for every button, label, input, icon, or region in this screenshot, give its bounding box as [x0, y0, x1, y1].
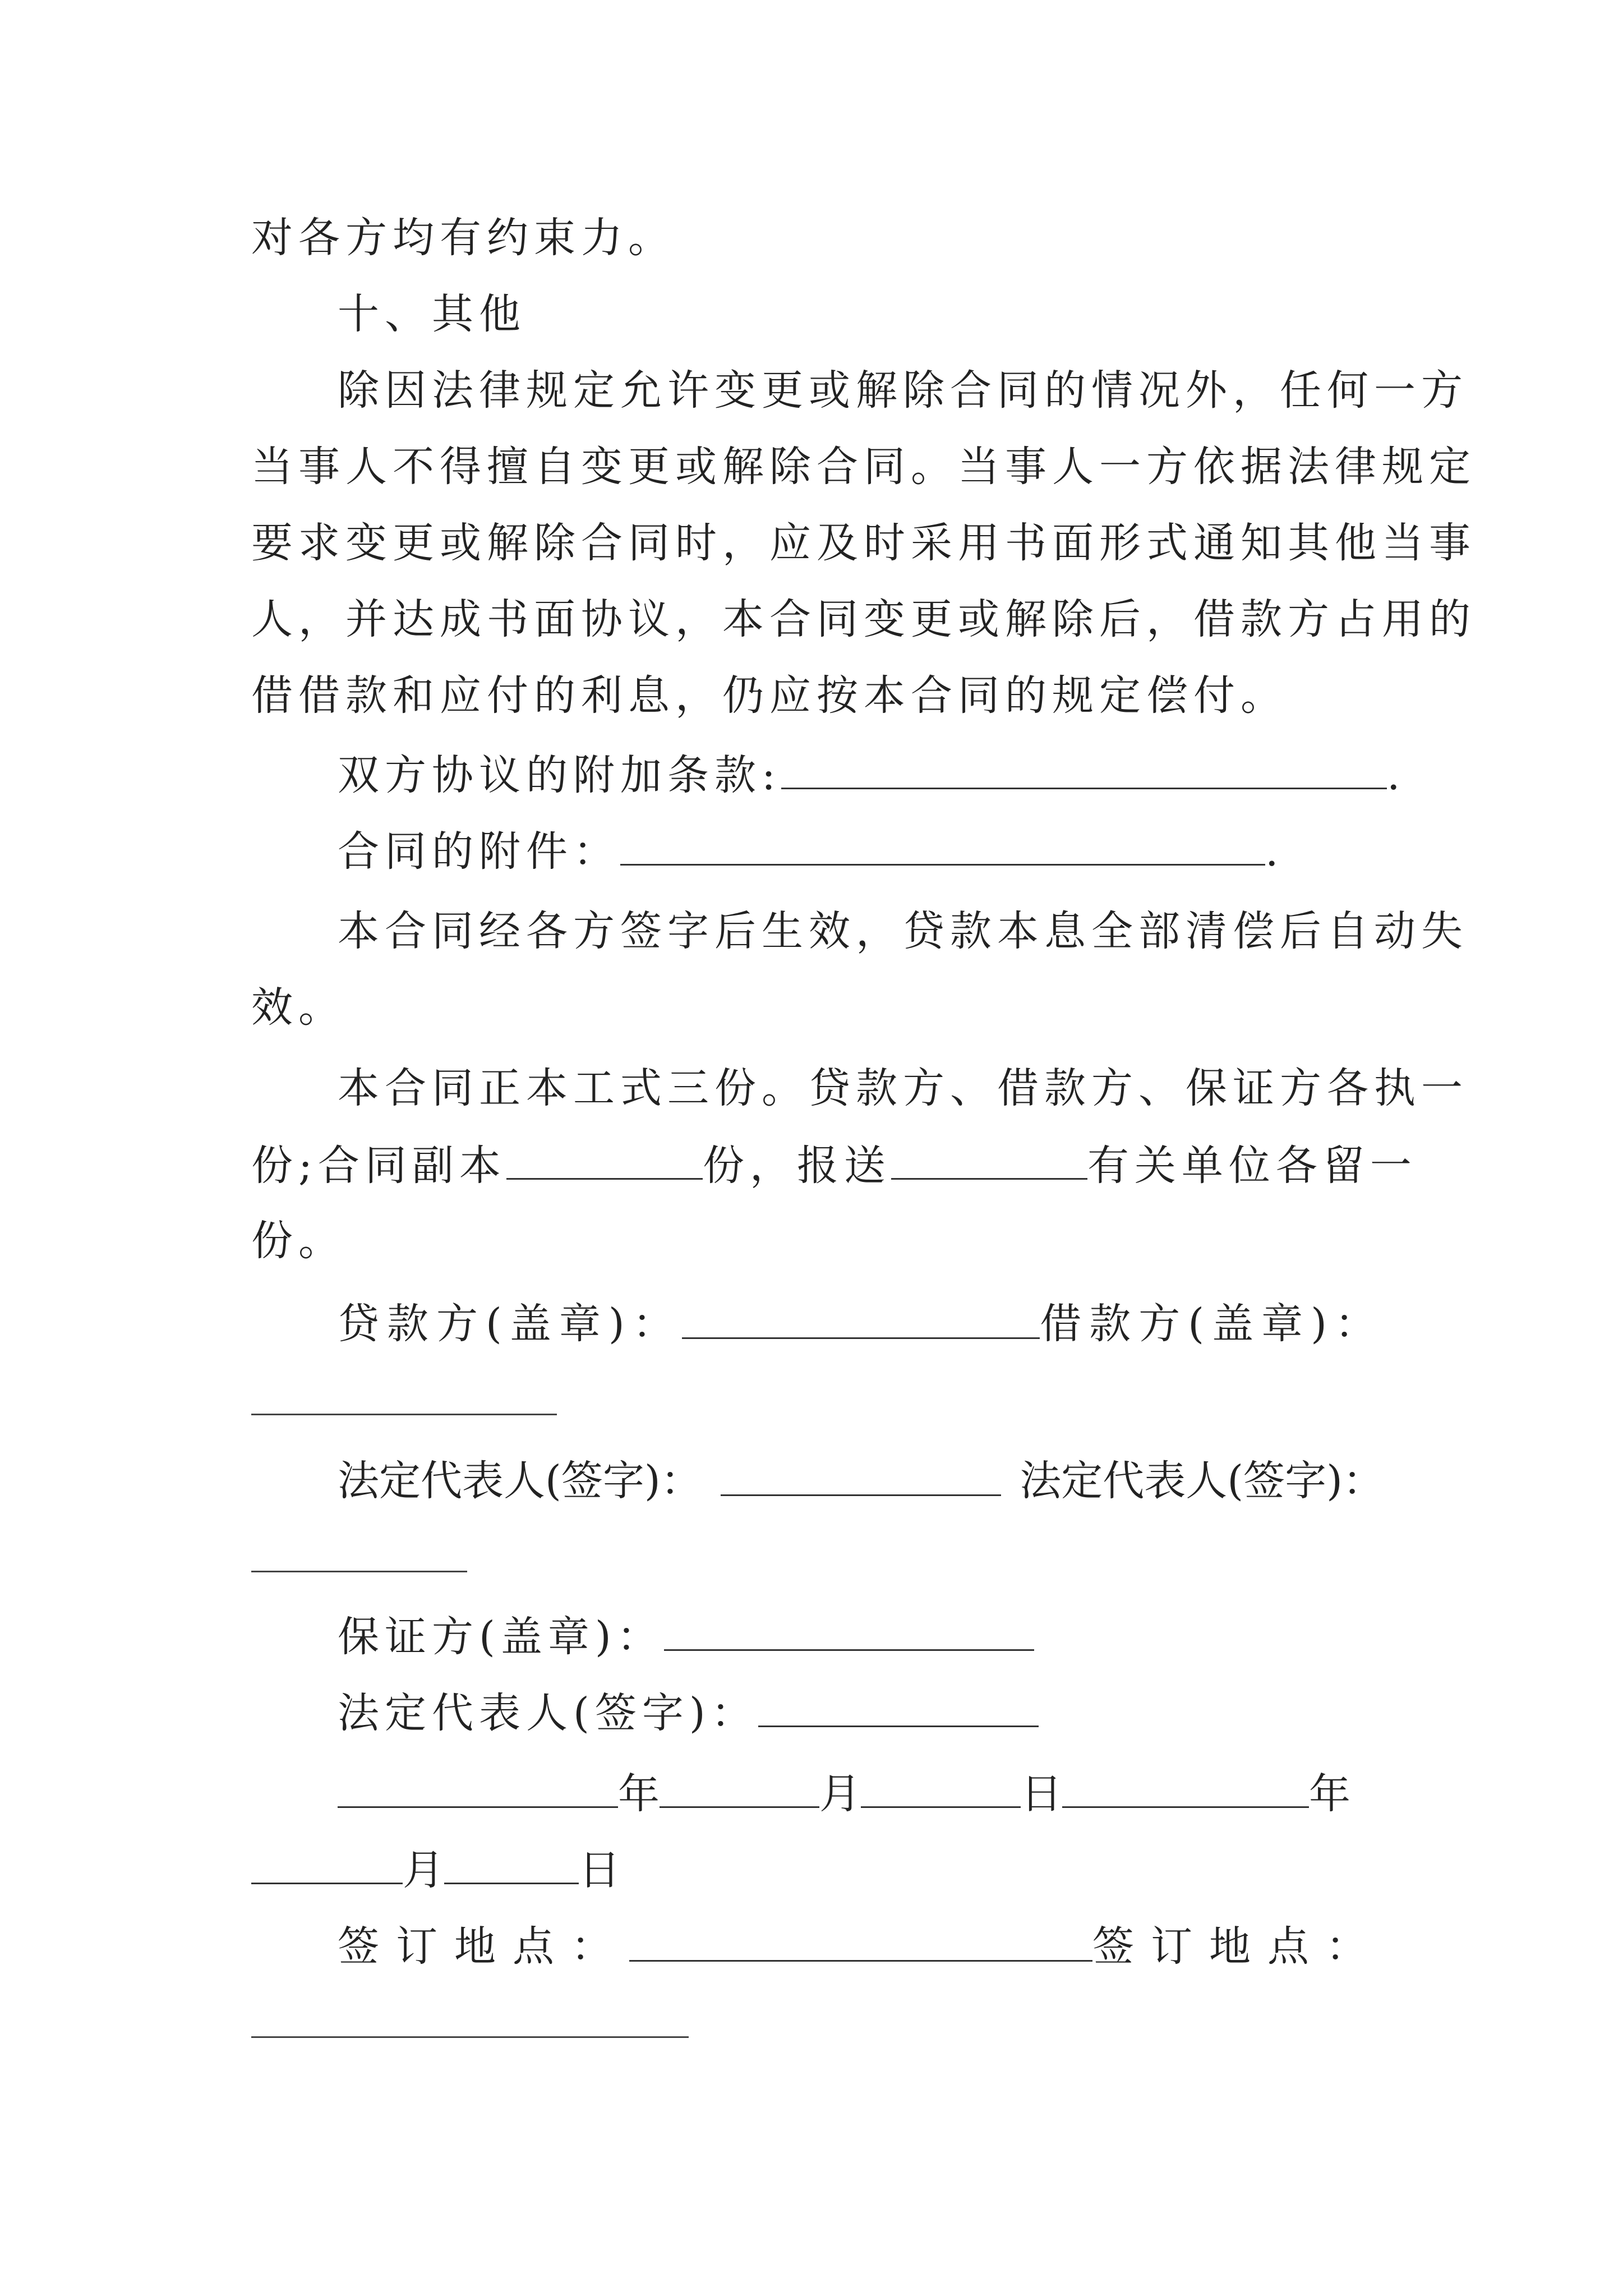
borrower-rep-blank[interactable] — [251, 1571, 467, 1572]
borrower-seal-label: 借款方(盖章)： — [1040, 1300, 1384, 1348]
date-line-2 — [251, 1841, 1384, 1898]
sign-place-blank-2[interactable] — [251, 2036, 689, 2038]
copies-label: 份;合同副本 — [251, 1142, 506, 1190]
paragraph-line: 借借款和应付的利息，仍应按本合同的规定偿付。 — [251, 671, 1288, 720]
month-blank[interactable] — [660, 1765, 819, 1808]
attachment-label: 合同的附件： — [338, 827, 620, 876]
attachment-line — [338, 822, 1384, 880]
paragraph-line: 除因法律规定允许变更或解除合同的情况外，任何一方 — [338, 366, 1468, 415]
additional-terms-label: 双方协议的附加条款: — [338, 751, 781, 799]
sign-place-blank[interactable] — [629, 1918, 1092, 1962]
lender-borrower-seal-line — [338, 1296, 1384, 1352]
guarantor-seal-blank[interactable] — [664, 1608, 1034, 1651]
period: . — [1386, 751, 1406, 799]
lender-rep-label: 法定代表人(签字)： — [338, 1457, 702, 1505]
sign-place-label-2: 签订地点： — [1092, 1922, 1384, 1971]
day-blank[interactable] — [861, 1765, 1021, 1808]
copies-line — [251, 1137, 1417, 1194]
send-to-blank[interactable] — [891, 1137, 1087, 1180]
month-label: 月 — [819, 1770, 861, 1818]
paragraph-line: 本合同经各方签字后生效，贷款本息全部清偿后自动失 — [338, 907, 1468, 955]
day-label: 日 — [1021, 1770, 1062, 1818]
copies-send-label: 份，报送 — [702, 1142, 891, 1190]
guarantor-seal-label: 保证方(盖章)： — [338, 1613, 664, 1661]
attachment-blank[interactable] — [620, 822, 1265, 866]
paragraph-line: 本合同正本工式三份。贷款方、借款方、保证方各执一 — [338, 1064, 1468, 1112]
date-line — [338, 1765, 1384, 1822]
additional-terms-blank[interactable] — [781, 746, 1387, 789]
paragraph-line: 人，并达成书面协议，本合同变更或解除后，借款方占用的 — [251, 595, 1476, 643]
borrower-seal-blank[interactable] — [251, 1414, 557, 1415]
period: . — [1265, 827, 1284, 876]
borrower-rep-label: 法定代表人(签字)： — [1020, 1457, 1384, 1505]
paragraph-line: 对各方均有约束力。 — [251, 214, 675, 262]
guarantor-rep-blank[interactable] — [758, 1684, 1039, 1727]
month-blank-2[interactable] — [251, 1841, 403, 1884]
lender-seal-label: 贷款方(盖章)： — [338, 1300, 682, 1348]
copies-tail: 有关单位各留一 — [1087, 1142, 1417, 1190]
day-label-2: 日 — [579, 1846, 620, 1894]
day-blank-2[interactable] — [444, 1841, 579, 1884]
copies-count-blank[interactable] — [506, 1137, 703, 1180]
section-heading: 十、其他 — [338, 290, 526, 338]
guarantor-rep-label: 法定代表人(签字)： — [338, 1689, 758, 1737]
year-label-2: 年 — [1309, 1770, 1350, 1818]
year-blank[interactable] — [338, 1765, 618, 1808]
paragraph-line: 效。 — [251, 983, 345, 1032]
sign-place-label: 签订地点： — [338, 1922, 629, 1971]
month-label-2: 月 — [403, 1846, 444, 1894]
lender-rep-blank[interactable] — [721, 1453, 1001, 1496]
paragraph-line: 当事人不得擅自变更或解除合同。当事人一方依据法律规定 — [251, 443, 1476, 491]
guarantor-seal-line — [338, 1608, 1384, 1665]
paragraph-line: 要求变更或解除合同时，应及时采用书面形式通知其他当事 — [251, 519, 1476, 567]
guarantor-rep-line — [338, 1684, 1384, 1741]
year-label: 年 — [618, 1770, 660, 1818]
year-blank-2[interactable] — [1062, 1765, 1309, 1808]
sign-place-line — [338, 1918, 1384, 1975]
legal-rep-line — [338, 1453, 1384, 1509]
additional-terms-line — [338, 746, 1406, 803]
paragraph-line: 份。 — [251, 1217, 345, 1265]
lender-seal-blank[interactable] — [682, 1296, 1040, 1339]
